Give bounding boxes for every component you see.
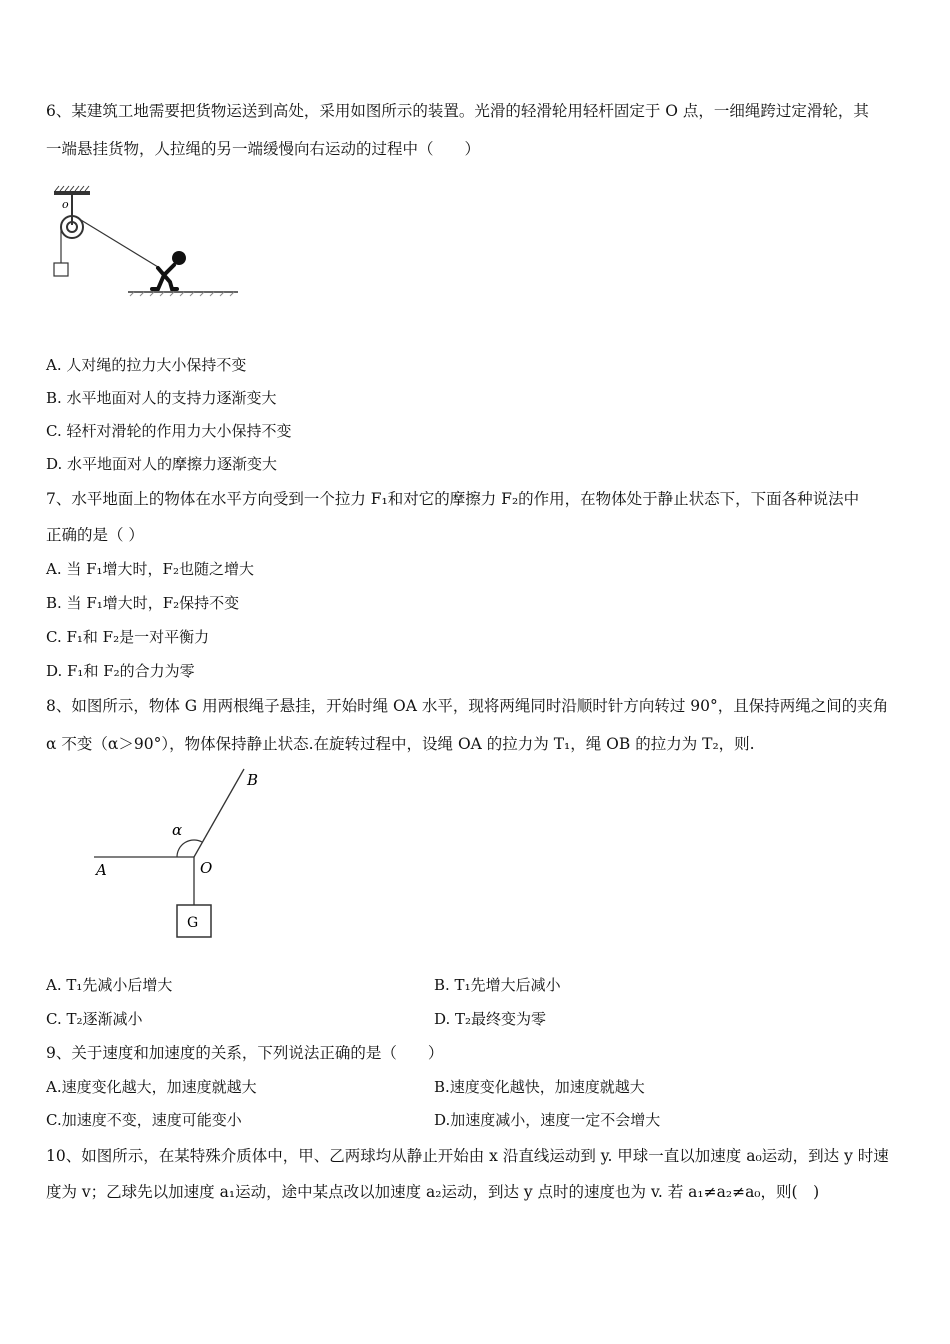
q9-option-d: D.加速度减小，速度一定不会增大 — [434, 1111, 661, 1129]
q9-option-b: B.速度变化越快，加速度就越大 — [434, 1078, 645, 1096]
q6-stem-line2: 一端悬挂货物，人拉绳的另一端缓慢向右运动的过程中（ ） — [46, 140, 481, 158]
q8-option-b: B. T₁先增大后减小 — [434, 976, 561, 994]
q6-option-c: C. 轻杆对滑轮的作用力大小保持不变 — [46, 422, 292, 440]
rope-ob — [194, 769, 244, 857]
q7-stem-line1: 7、水平地面上的物体在水平方向受到一个拉力 F₁和对它的摩擦力 F₂的作用，在物体处于静止状态下，下面各种说法中 — [46, 490, 860, 508]
q10-stem-line1: 10、如图所示，在某特殊介质体中，甲、乙两球均从静止开始由 x 沿直线运动到 y. 甲球一直以加速度 a₀运动，到达 y 时速 — [46, 1147, 889, 1165]
q6-option-d: D. 水平地面对人的摩擦力逐渐变大 — [46, 455, 278, 473]
pull-rope — [76, 217, 158, 267]
label-g: G — [187, 915, 199, 931]
cargo-box — [54, 263, 68, 276]
q9-option-c: C.加速度不变，速度可能变小 — [46, 1111, 242, 1129]
q7-stem-line2: 正确的是（ ） — [46, 526, 144, 544]
q9-stem: 9、关于速度和加速度的关系，下列说法正确的是（ ） — [46, 1044, 444, 1062]
q10-stem-line2: 度为 v；乙球先以加速度 a₁运动，途中某点改以加速度 a₂运动，到达 y 点时的速度也为 v. 若 a₁≠a₂≠a₀，则( ) — [46, 1183, 820, 1201]
label-b: B — [247, 771, 259, 789]
q8-option-c: C. T₂逐渐减小 — [46, 1010, 143, 1028]
q7-option-a: A. 当 F₁增大时，F₂也随之增大 — [46, 560, 254, 578]
ceiling-hatch — [55, 186, 89, 191]
q8-option-a: A. T₁先减小后增大 — [46, 976, 173, 994]
q7-option-d: D. F₁和 F₂的合力为零 — [46, 662, 195, 680]
q6-option-a: A. 人对绳的拉力大小保持不变 — [46, 356, 247, 374]
q9-option-a: A.速度变化越大，加速度就越大 — [46, 1078, 257, 1096]
rope-angle-figure — [80, 763, 280, 943]
person-body — [152, 265, 177, 289]
q8-option-d: D. T₂最终变为零 — [434, 1010, 547, 1028]
q7-option-c: C. F₁和 F₂是一对平衡力 — [46, 628, 210, 646]
label-a: A — [96, 861, 107, 879]
q6-option-b: B. 水平地面对人的支持力逐渐变大 — [46, 389, 277, 407]
point-o-label: o — [62, 198, 69, 211]
label-alpha: α — [172, 821, 183, 839]
ceiling-mount — [54, 191, 90, 195]
person-head — [172, 251, 186, 265]
label-o: O — [200, 859, 213, 877]
q8-stem-line2: α 不变（α＞90°），物体保持静止状态.在旋转过程中，设绳 OA 的拉力为 T₁，绳 OB 的拉力为 T₂，则. — [46, 735, 755, 753]
q8-stem-line1: 8、如图所示，物体 G 用两根绳子悬挂，开始时绳 OA 水平，现将两绳同时沿顺时针方向转过 90°，且保持两绳之间的夹角 — [46, 697, 889, 715]
pulley-figure — [46, 185, 246, 300]
q6-stem-line1: 6、某建筑工地需要把货物运送到高处，采用如图所示的装置。光滑的轻滑轮用轻杆固定于 O 点，一细绳跨过定滑轮，其 — [46, 102, 869, 120]
q7-option-b: B. 当 F₁增大时，F₂保持不变 — [46, 594, 240, 612]
